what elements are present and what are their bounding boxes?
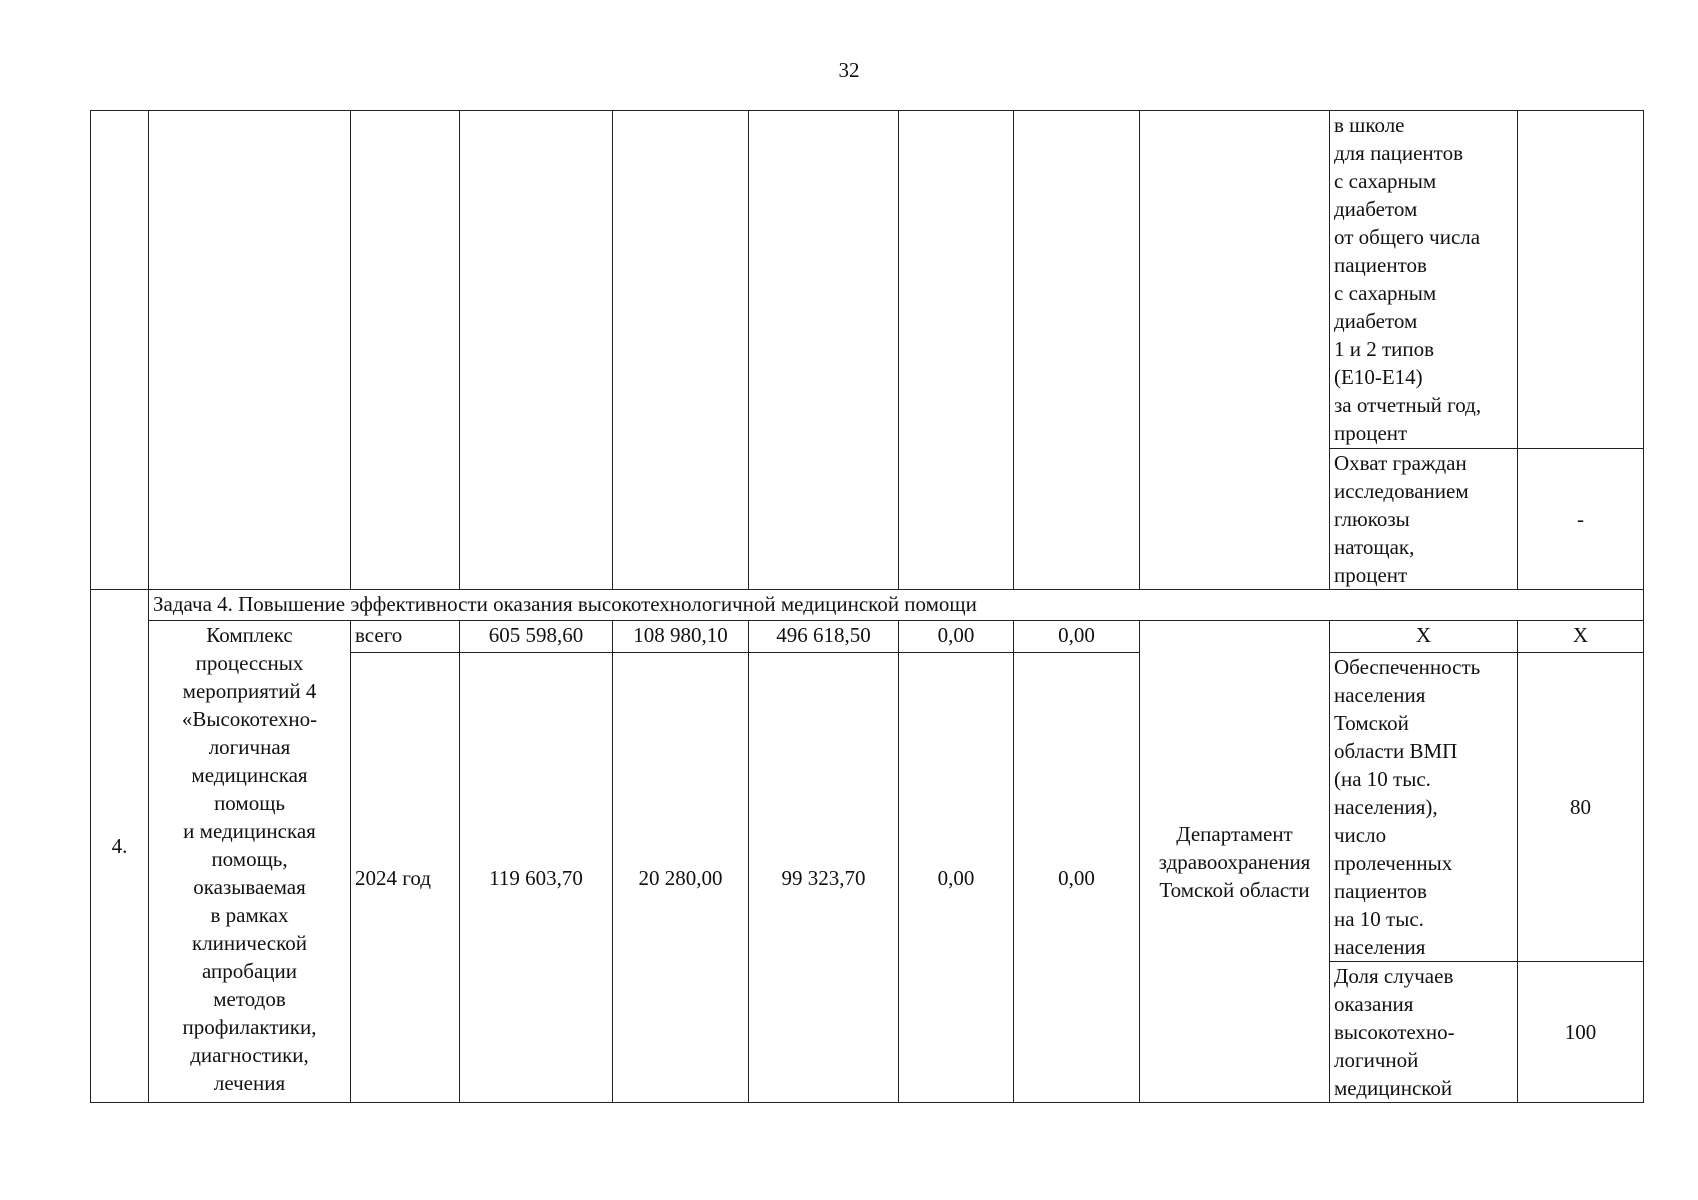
amount-cell: 108 980,10 [613, 621, 749, 653]
period-cell: всего [351, 621, 460, 653]
page-number: 32 [838, 58, 860, 82]
amount-cell: 496 618,50 [749, 621, 899, 653]
indicator-value: 100 [1518, 962, 1644, 1103]
amount-cell: 99 323,70 [749, 653, 899, 1103]
indicator-cell: Х [1330, 621, 1518, 653]
amount-cell: 0,00 [1014, 653, 1140, 1103]
row-number: 4. [91, 590, 149, 1103]
task-row [91, 590, 1644, 621]
amount-cell: 0,00 [899, 621, 1014, 653]
responsible-cell: Департамент здравоохранения Томской области [1140, 621, 1330, 1103]
period-cell: 2024 год [351, 653, 460, 1103]
amount-cell: 0,00 [1014, 621, 1140, 653]
amount-cell: 605 598,60 [460, 621, 613, 653]
task-title: Задача 4. Повышение эффективности оказания высокотехнологичной медицинской помощи [149, 590, 1644, 621]
indicator-cell: в школе для пациентов с сахарным диабетом от общего числа пациентов с сахарным диабетом 1 и 2 типов (E10-E14) за отчетный год, процент [1330, 111, 1518, 449]
program-table [90, 110, 1644, 1103]
amount-cell: 20 280,00 [613, 653, 749, 1103]
indicator-cell: Охват граждан исследованием глюкозы натощак, процент [1330, 449, 1518, 590]
continuation-row [91, 111, 1644, 449]
indicator-value: - [1518, 449, 1644, 590]
indicator-value: Х [1518, 621, 1644, 653]
amount-cell: 0,00 [899, 653, 1014, 1103]
indicator-cell: Доля случаев оказания высокотехно- логичной медицинской [1330, 962, 1518, 1103]
amount-cell: 119 603,70 [460, 653, 613, 1103]
indicator-value: 80 [1518, 653, 1644, 962]
table-row [91, 621, 1644, 653]
indicator-cell: Обеспеченность населения Томской области ВМП (на 10 тыс. населения), число пролеченных пациентов на 10 тыс. населения [1330, 653, 1518, 962]
complex-name: Комплекс процессных мероприятий 4 «Высокотехно- логичная медицинская помощь и медицинская помощь, оказываемая в рамках клинической апробации методов профилактики, диагностики, лечения [149, 621, 351, 1103]
